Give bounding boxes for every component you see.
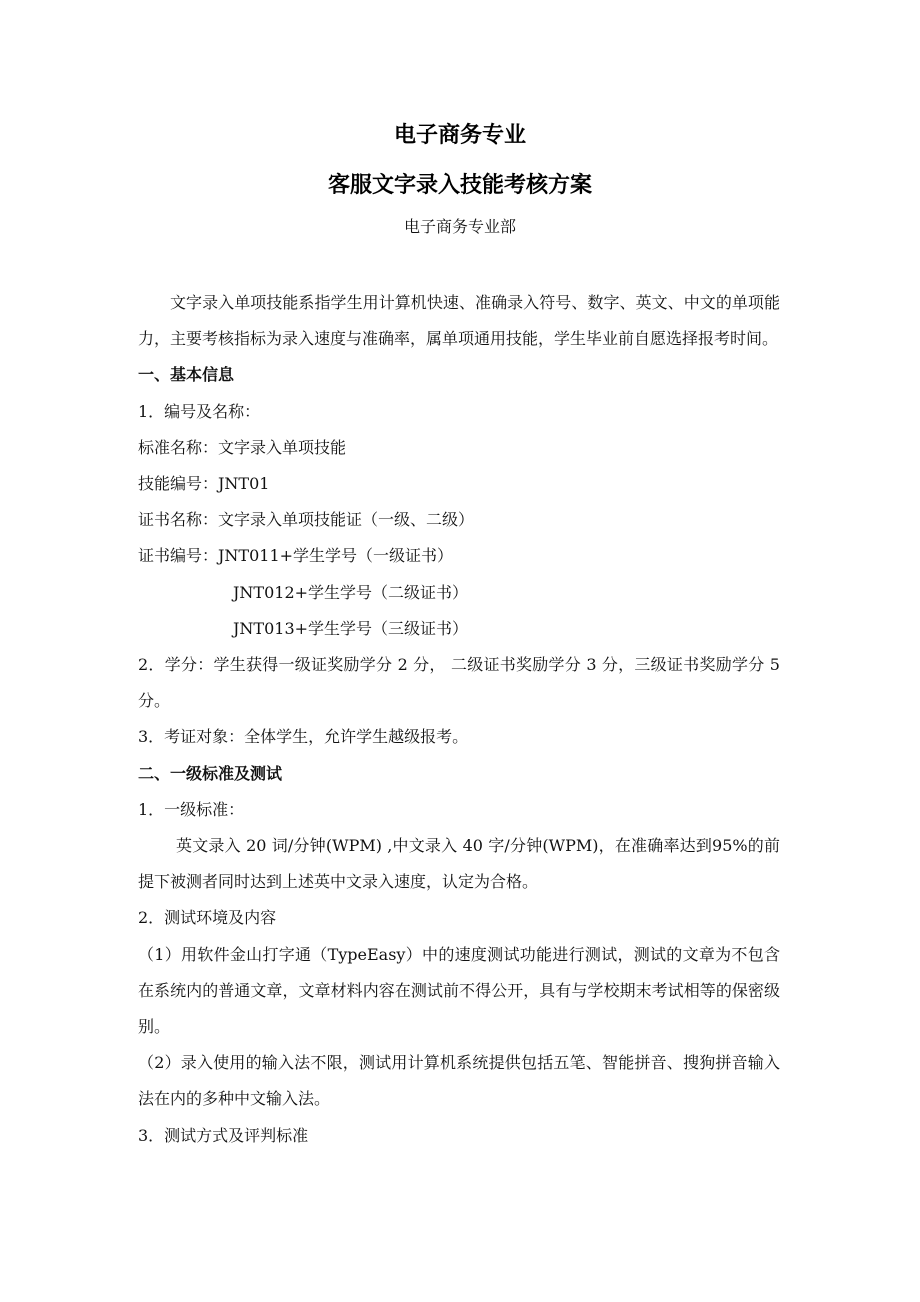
section-heading-level-1: 二、一级标准及测试 (138, 763, 283, 783)
document-title: 电子商务专业 (393, 123, 526, 148)
certificate-number-level-1: 证书编号：JNT011+学生学号（一级证书） (138, 546, 454, 566)
skill-code: 技能编号：JNT01 (138, 474, 270, 494)
test-environment-paragraph-2: （2）录入使用的输入法不限，测试用计算机系统提供包括五笔、智能拼音、搜狗拼音输入法在内的多种中文输入法。 (138, 1053, 780, 1109)
test-method-title: 3．测试方式及评判标准 (138, 1125, 309, 1145)
standard-name: 标准名称：文字录入单项技能 (138, 437, 347, 457)
test-environment-paragraph-1: （1）用软件金山打字通（TypeEasy）中的速度测试功能进行测试，测试的文章为不包含在系统内的普通文章，文章材料内容在测试前不得公开，具有与学校期末考试相等的保密级别。 (138, 944, 780, 1037)
document-body (138, 285, 780, 1154)
certificate-name: 证书名称：文字录入单项技能证（一级、二级） (138, 510, 475, 530)
test-environment-title: 2．测试环境及内容 (138, 908, 277, 928)
credits-paragraph: 2．学分：学生获得一级证奖励学分 2 分， 二级证书奖励学分 3 分，三级证书奖励学分 5 分。 (138, 655, 780, 711)
certificate-number-level-3: JNT013+学生学号（三级证书） (233, 618, 469, 638)
section-heading-basic-info: 一、基本信息 (138, 365, 235, 385)
intro-paragraph: 文字录入单项技能系指学生用计算机快速、准确录入符号、数字、英文、中文的单项能力，主要考核指标为录入速度与准确率，属单项通用技能，学生毕业前自愿选择报考时间。 (138, 293, 780, 349)
department-name: 电子商务专业部 (403, 217, 516, 236)
certificate-number-level-2: JNT012+学生学号（二级证书） (233, 582, 469, 602)
level-1-standard-body: 英文录入 20 词/分钟(WPM) ,中文录入 40 字/分钟(WPM)，在准确率达到95%的前提下被测者同时达到上述英中文录入速度，认定为合格。 (138, 836, 780, 892)
exam-target-paragraph: 3．考证对象：全体学生，允许学生越级报考。 (138, 727, 469, 747)
item-code-and-name: 1．编号及名称： (138, 401, 261, 421)
level-1-standard-title: 1．一级标准： (138, 799, 245, 819)
document-subtitle: 客服文字录入技能考核方案 (327, 173, 592, 198)
